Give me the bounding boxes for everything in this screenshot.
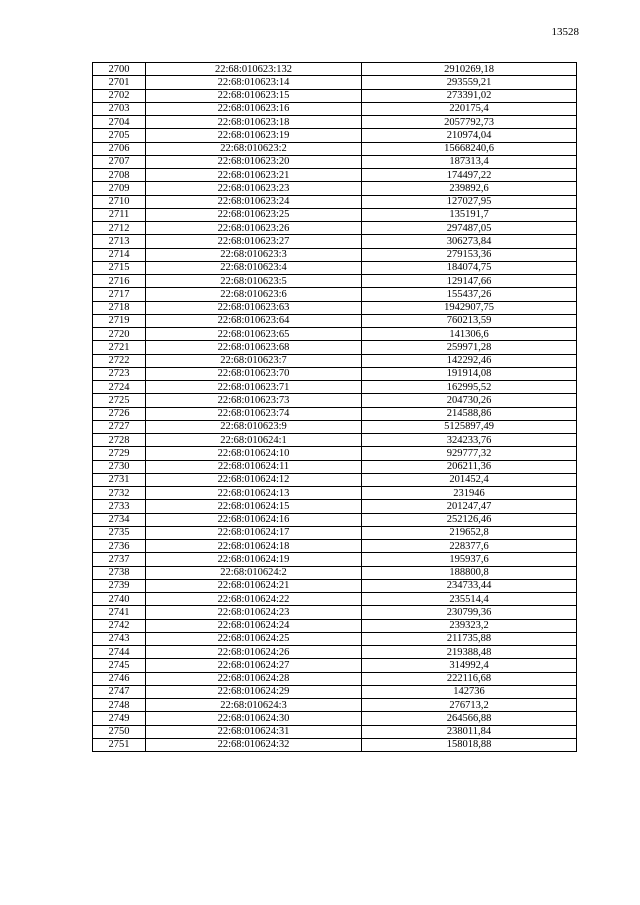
row-number: 2727 [93,420,146,433]
row-number: 2720 [93,328,146,341]
row-number: 2740 [93,593,146,606]
cadastral-number: 22:68:010624:24 [146,619,362,632]
cadastral-number: 22:68:010623:25 [146,208,362,221]
value: 135191,7 [362,208,577,221]
table-row [93,155,577,168]
row-number: 2739 [93,579,146,592]
cadastral-number: 22:68:010624:22 [146,593,362,606]
table-row [93,434,577,447]
table-row [93,222,577,235]
table-row [93,593,577,606]
value: 324233,76 [362,434,577,447]
cadastral-number: 22:68:010623:9 [146,420,362,433]
row-number: 2736 [93,540,146,553]
table-row [93,248,577,261]
value: 306273,84 [362,235,577,248]
row-number: 2746 [93,672,146,685]
table-row [93,89,577,102]
cadastral-number: 22:68:010623:24 [146,195,362,208]
table-row [93,367,577,380]
cadastral-number: 22:68:010624:17 [146,526,362,539]
cadastral-number: 22:68:010624:23 [146,606,362,619]
table-row [93,275,577,288]
cadastral-number: 22:68:010623:68 [146,341,362,354]
value: 252126,46 [362,513,577,526]
row-number: 2715 [93,261,146,274]
table-row [93,685,577,698]
cadastral-number: 22:68:010624:25 [146,632,362,645]
table-row [93,76,577,89]
row-number: 2730 [93,460,146,473]
value: 219388,48 [362,646,577,659]
row-number: 2723 [93,367,146,380]
cadastral-number: 22:68:010623:16 [146,102,362,115]
row-number: 2741 [93,606,146,619]
row-number: 2718 [93,301,146,314]
table-row [93,328,577,341]
cadastral-number: 22:68:010623:26 [146,222,362,235]
value: 188800,8 [362,566,577,579]
row-number: 2742 [93,619,146,632]
value: 297487,05 [362,222,577,235]
table-row [93,394,577,407]
table-row [93,129,577,142]
cadastral-number: 22:68:010623:7 [146,354,362,367]
table-row [93,169,577,182]
table-row [93,619,577,632]
value: 141306,6 [362,328,577,341]
row-number: 2724 [93,381,146,394]
cadastral-number: 22:68:010624:10 [146,447,362,460]
table-row [93,102,577,115]
row-number: 2704 [93,116,146,129]
cadastral-number: 22:68:010623:14 [146,76,362,89]
row-number: 2734 [93,513,146,526]
table-row [93,738,577,751]
table-body [93,63,577,752]
value: 2910269,18 [362,63,577,76]
table-row [93,288,577,301]
value: 5125897,49 [362,420,577,433]
value: 187313,4 [362,155,577,168]
cadastral-number: 22:68:010624:28 [146,672,362,685]
row-number: 2708 [93,169,146,182]
table-row [93,314,577,327]
row-number: 2707 [93,155,146,168]
row-number: 2719 [93,314,146,327]
value: 162995,52 [362,381,577,394]
table-row [93,341,577,354]
cadastral-number: 22:68:010624:26 [146,646,362,659]
table-row [93,553,577,566]
cadastral-number: 22:68:010623:4 [146,261,362,274]
table-row [93,447,577,460]
row-number: 2709 [93,182,146,195]
row-number: 2705 [93,129,146,142]
value: 142292,46 [362,354,577,367]
table-row [93,354,577,367]
cadastral-number: 22:68:010623:19 [146,129,362,142]
cadastral-number: 22:68:010624:3 [146,699,362,712]
row-number: 2731 [93,473,146,486]
value: 293559,21 [362,76,577,89]
table-row [93,116,577,129]
cadastral-number: 22:68:010624:16 [146,513,362,526]
cadastral-number: 22:68:010623:15 [146,89,362,102]
value: 155437,26 [362,288,577,301]
cadastral-number: 22:68:010624:19 [146,553,362,566]
value: 239323,2 [362,619,577,632]
value: 929777,32 [362,447,577,460]
page-number: 13528 [551,26,579,38]
row-number: 2722 [93,354,146,367]
value: 211735,88 [362,632,577,645]
row-number: 2732 [93,487,146,500]
row-number: 2712 [93,222,146,235]
cadastral-number: 22:68:010624:30 [146,712,362,725]
row-number: 2701 [93,76,146,89]
cadastral-number: 22:68:010624:12 [146,473,362,486]
value: 142736 [362,685,577,698]
row-number: 2728 [93,434,146,447]
value: 239892,6 [362,182,577,195]
value: 228377,6 [362,540,577,553]
table-row [93,487,577,500]
cadastral-number: 22:68:010623:6 [146,288,362,301]
row-number: 2729 [93,447,146,460]
row-number: 2702 [93,89,146,102]
value: 201452,4 [362,473,577,486]
cadastral-number: 22:68:010623:20 [146,155,362,168]
value: 230799,36 [362,606,577,619]
row-number: 2703 [93,102,146,115]
cadastral-number: 22:68:010624:1 [146,434,362,447]
table-row [93,606,577,619]
cadastral-number: 22:68:010624:18 [146,540,362,553]
value: 204730,26 [362,394,577,407]
value: 235514,4 [362,593,577,606]
value: 15668240,6 [362,142,577,155]
cadastral-number: 22:68:010623:132 [146,63,362,76]
cadastral-number: 22:68:010623:63 [146,301,362,314]
value: 760213,59 [362,314,577,327]
value: 276713,2 [362,699,577,712]
value: 238011,84 [362,725,577,738]
cadastral-number: 22:68:010623:74 [146,407,362,420]
row-number: 2748 [93,699,146,712]
row-number: 2751 [93,738,146,751]
row-number: 2735 [93,526,146,539]
value: 210974,04 [362,129,577,142]
cadastral-number: 22:68:010624:21 [146,579,362,592]
row-number: 2717 [93,288,146,301]
table-row [93,142,577,155]
value: 234733,44 [362,579,577,592]
value: 231946 [362,487,577,500]
row-number: 2706 [93,142,146,155]
table-row [93,195,577,208]
table-row [93,460,577,473]
value: 127027,95 [362,195,577,208]
table-row [93,725,577,738]
table-row [93,566,577,579]
cadastral-number: 22:68:010623:2 [146,142,362,155]
row-number: 2721 [93,341,146,354]
row-number: 2738 [93,566,146,579]
table-row [93,579,577,592]
row-number: 2711 [93,208,146,221]
row-number: 2747 [93,685,146,698]
cadastral-number: 22:68:010623:21 [146,169,362,182]
table-row [93,381,577,394]
cadastral-number: 22:68:010624:13 [146,487,362,500]
table-row [93,659,577,672]
table-row [93,632,577,645]
cadastral-number: 22:68:010624:27 [146,659,362,672]
value: 279153,36 [362,248,577,261]
row-number: 2733 [93,500,146,513]
value: 273391,02 [362,89,577,102]
row-number: 2745 [93,659,146,672]
table-row [93,712,577,725]
table-row [93,526,577,539]
row-number: 2750 [93,725,146,738]
table-row [93,672,577,685]
value: 219652,8 [362,526,577,539]
cadastral-number: 22:68:010623:65 [146,328,362,341]
cadastral-number: 22:68:010623:3 [146,248,362,261]
value: 220175,4 [362,102,577,115]
cadastral-number: 22:68:010623:71 [146,381,362,394]
cadastral-number: 22:68:010624:11 [146,460,362,473]
cadastral-number: 22:68:010623:64 [146,314,362,327]
table-row [93,646,577,659]
cadastral-number: 22:68:010623:73 [146,394,362,407]
value: 264566,88 [362,712,577,725]
value: 259971,28 [362,341,577,354]
row-number: 2713 [93,235,146,248]
table-row [93,208,577,221]
row-number: 2737 [93,553,146,566]
cadastral-number: 22:68:010624:32 [146,738,362,751]
table-row [93,261,577,274]
cadastral-number: 22:68:010624:15 [146,500,362,513]
table-row [93,473,577,486]
value: 174497,22 [362,169,577,182]
row-number: 2749 [93,712,146,725]
cadastral-number: 22:68:010623:5 [146,275,362,288]
cadastral-number: 22:68:010624:31 [146,725,362,738]
value: 314992,4 [362,659,577,672]
value: 222116,68 [362,672,577,685]
table-row [93,407,577,420]
cadastral-number: 22:68:010623:27 [146,235,362,248]
row-number: 2744 [93,646,146,659]
table-row [93,699,577,712]
cadastral-number: 22:68:010623:18 [146,116,362,129]
table-row [93,182,577,195]
row-number: 2743 [93,632,146,645]
row-number: 2716 [93,275,146,288]
cadastral-number: 22:68:010623:70 [146,367,362,380]
table-row [93,540,577,553]
table-row [93,63,577,76]
row-number: 2710 [93,195,146,208]
row-number: 2725 [93,394,146,407]
row-number: 2700 [93,63,146,76]
value: 2057792,73 [362,116,577,129]
value: 214588,86 [362,407,577,420]
value: 1942907,75 [362,301,577,314]
table-row [93,500,577,513]
value: 195937,6 [362,553,577,566]
cadastral-number: 22:68:010624:2 [146,566,362,579]
value: 201247,47 [362,500,577,513]
table-row [93,513,577,526]
value: 129147,66 [362,275,577,288]
cadastral-number: 22:68:010623:23 [146,182,362,195]
table-row [93,235,577,248]
value: 206211,36 [362,460,577,473]
value: 184074,75 [362,261,577,274]
table-row [93,301,577,314]
row-number: 2726 [93,407,146,420]
cadastral-table [92,62,577,752]
cadastral-number: 22:68:010624:29 [146,685,362,698]
value: 191914,08 [362,367,577,380]
value: 158018,88 [362,738,577,751]
table-row [93,420,577,433]
row-number: 2714 [93,248,146,261]
